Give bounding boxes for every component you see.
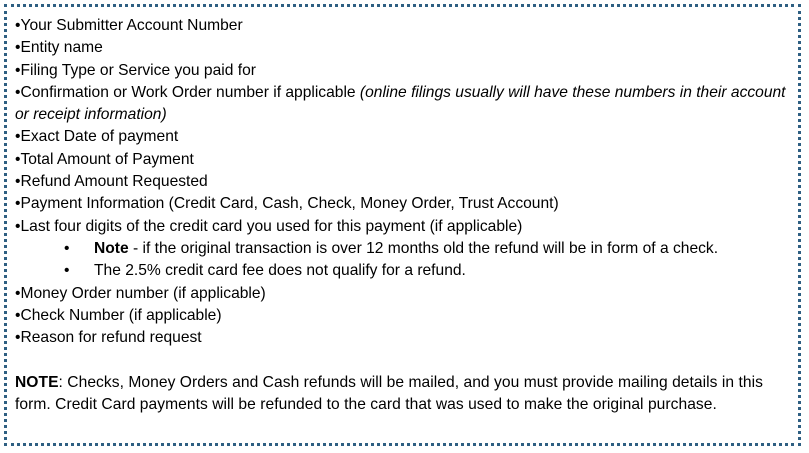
list-item-confirmation-number: •Confirmation or Work Order number if applicable (online filings usually will have these numbers in their account or receipt information)	[15, 83, 786, 124]
list-item-refund-reason: •Reason for refund request	[15, 329, 202, 347]
bullet-icon: •	[15, 195, 21, 213]
bullet-icon: •	[15, 284, 21, 302]
list-item-payment-date: •Exact Date of payment	[15, 128, 179, 146]
sub-item-note: • Note - if the original transaction is over 12 months old the refund will be in form of a check.	[15, 238, 790, 260]
list-item-entity-name: •Entity name	[15, 39, 103, 57]
bullet-icon: •	[15, 83, 21, 101]
spacer	[15, 349, 790, 371]
list-item-last-four-digits: •Last four digits of the credit card you used for this payment (if applicable) • Note - if the original transaction is over 12 months old the refund will be in form of a check. • The 2.5% credit card fee does not qualify for a refund.	[15, 216, 790, 283]
bullet-icon: •	[15, 217, 21, 235]
bullet-icon: •	[15, 128, 21, 146]
sub-bullet-icon: •	[64, 262, 70, 280]
required-info-list	[15, 15, 790, 349]
list-item-check-number: •Check Number (if applicable)	[15, 306, 222, 324]
credit-card-sub-list	[15, 238, 790, 283]
list-item-submitter-account: •Your Submitter Account Number	[15, 17, 243, 34]
list-item-total-amount: •Total Amount of Payment	[15, 150, 194, 168]
confirmation-hint: (online filings usually will have these numbers in their account or receipt information)	[15, 83, 786, 124]
bullet-icon: •	[15, 306, 21, 324]
note-heading: NOTE	[15, 373, 59, 391]
bullet-icon: •	[15, 329, 21, 347]
list-item-payment-information: •Payment Information (Credit Card, Cash, Check, Money Order, Trust Account)	[15, 195, 559, 213]
sub-item-fee: • The 2.5% credit card fee does not qualify for a refund.	[15, 260, 790, 282]
sub-bullet-icon: •	[64, 239, 70, 257]
bullet-icon: •	[15, 61, 21, 79]
bullet-icon: •	[15, 173, 21, 191]
bullet-icon: •	[15, 39, 21, 57]
list-item-refund-amount: •Refund Amount Requested	[15, 173, 208, 191]
refund-info-box	[4, 4, 801, 446]
list-item-filing-type: •Filing Type or Service you paid for	[15, 61, 256, 79]
bullet-icon: •	[15, 17, 21, 34]
bullet-icon: •	[15, 150, 21, 168]
list-item-money-order-number: •Money Order number (if applicable)	[15, 284, 266, 302]
note-paragraph: NOTE: Checks, Money Orders and Cash refunds will be mailed, and you must provide mailing details in this form. Credit Card payments will be refunded to the card that was used to make the original purchase.	[15, 373, 763, 414]
note-label: Note	[94, 239, 129, 257]
